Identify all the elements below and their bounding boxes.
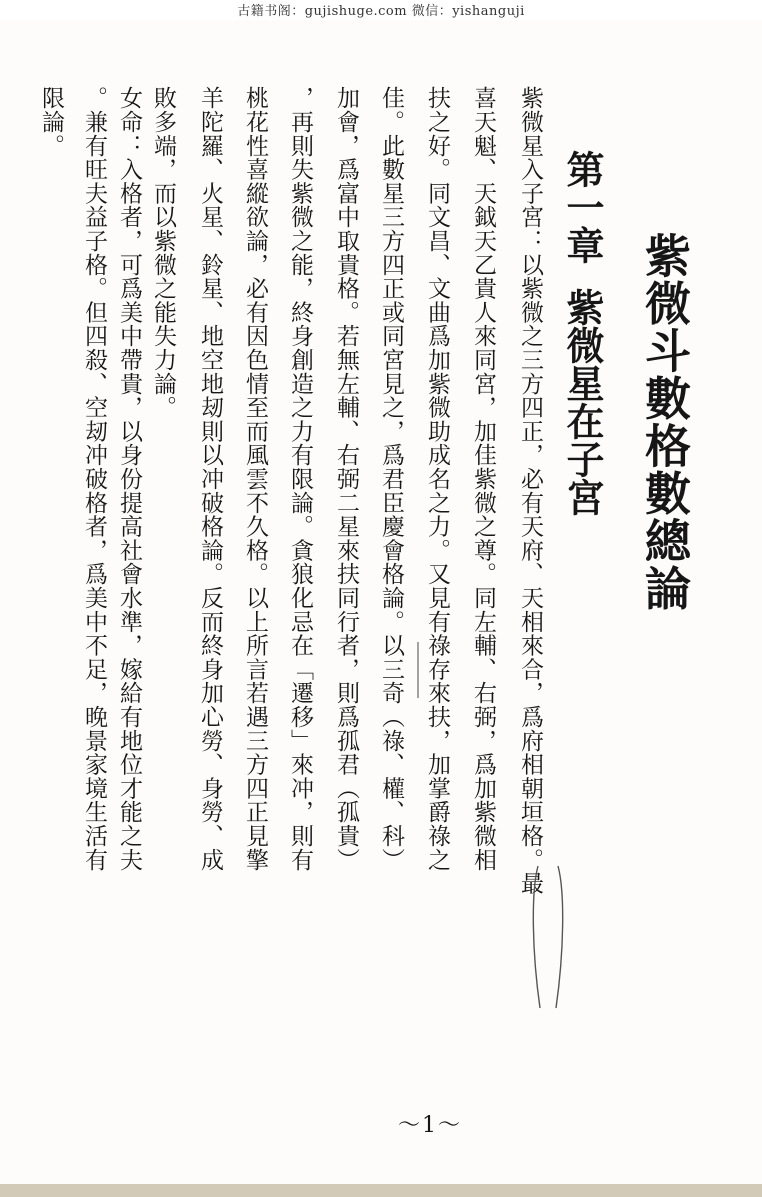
chapter-title: 紫微星在子宮 <box>560 288 604 516</box>
page-number: ～1～ <box>398 1113 462 1138</box>
body-column-2: 喜天魁、天鉞天乙貴人來同宮，加佳紫微之尊。同左輔、右弼，爲加紫微相 <box>470 86 496 872</box>
body-column-4: 佳。此數星三方四正或同宮見之，爲君臣慶會格論。以三奇（祿、權、科） <box>378 86 404 872</box>
body-column-6: ，再則失紫微之能，終身創造之力有限論。貪狼化忌在「遷移」來冲，則有 <box>287 86 313 872</box>
page-bottom-edge <box>0 1184 762 1197</box>
body-column-10: 女命：入格者，可爲美中帶貴，以身份提高社會水準，嫁給有地位才能之夫 <box>116 86 142 872</box>
body-column-3: 扶之好。同文昌、文曲爲加紫微助成名之力。又見有祿存來扶，加掌爵祿之 <box>424 86 450 872</box>
watermark-text: 古籍书阁：gujishuge.com 微信：yishanguji <box>237 4 525 19</box>
book-title: 紫微斗數格數總論 <box>638 232 692 612</box>
body-column-8: 羊陀羅、火星、鈴星、地空地刼則以冲破格論。反而終身加心勞、身勞、成 <box>197 86 223 872</box>
chapter-number: 第一章 <box>560 150 604 264</box>
body-column-5: 加會，爲富中取貴格。若無左輔、右弼二星來扶同行者，則爲孤君（孤貴） <box>333 86 359 872</box>
body-column-12: 限論。 <box>38 86 64 158</box>
body-column-7: 桃花性喜縱欲論，必有因色情至而風雲不久格。以上所言若遇三方四正見擎 <box>242 86 268 872</box>
chapter-heading <box>562 150 610 550</box>
body-column-11: 。兼有旺夫益子格。但四殺、空刼冲破格者，爲美中不足，晚景家境生活有 <box>81 86 107 872</box>
body-column-9: 敗多端，而以紫微之能失力論。 <box>150 86 176 420</box>
body-column-1: 紫微星入子宮：以紫微之三方四正，必有天府、天相來合，爲府相朝垣格。最 <box>517 86 543 896</box>
